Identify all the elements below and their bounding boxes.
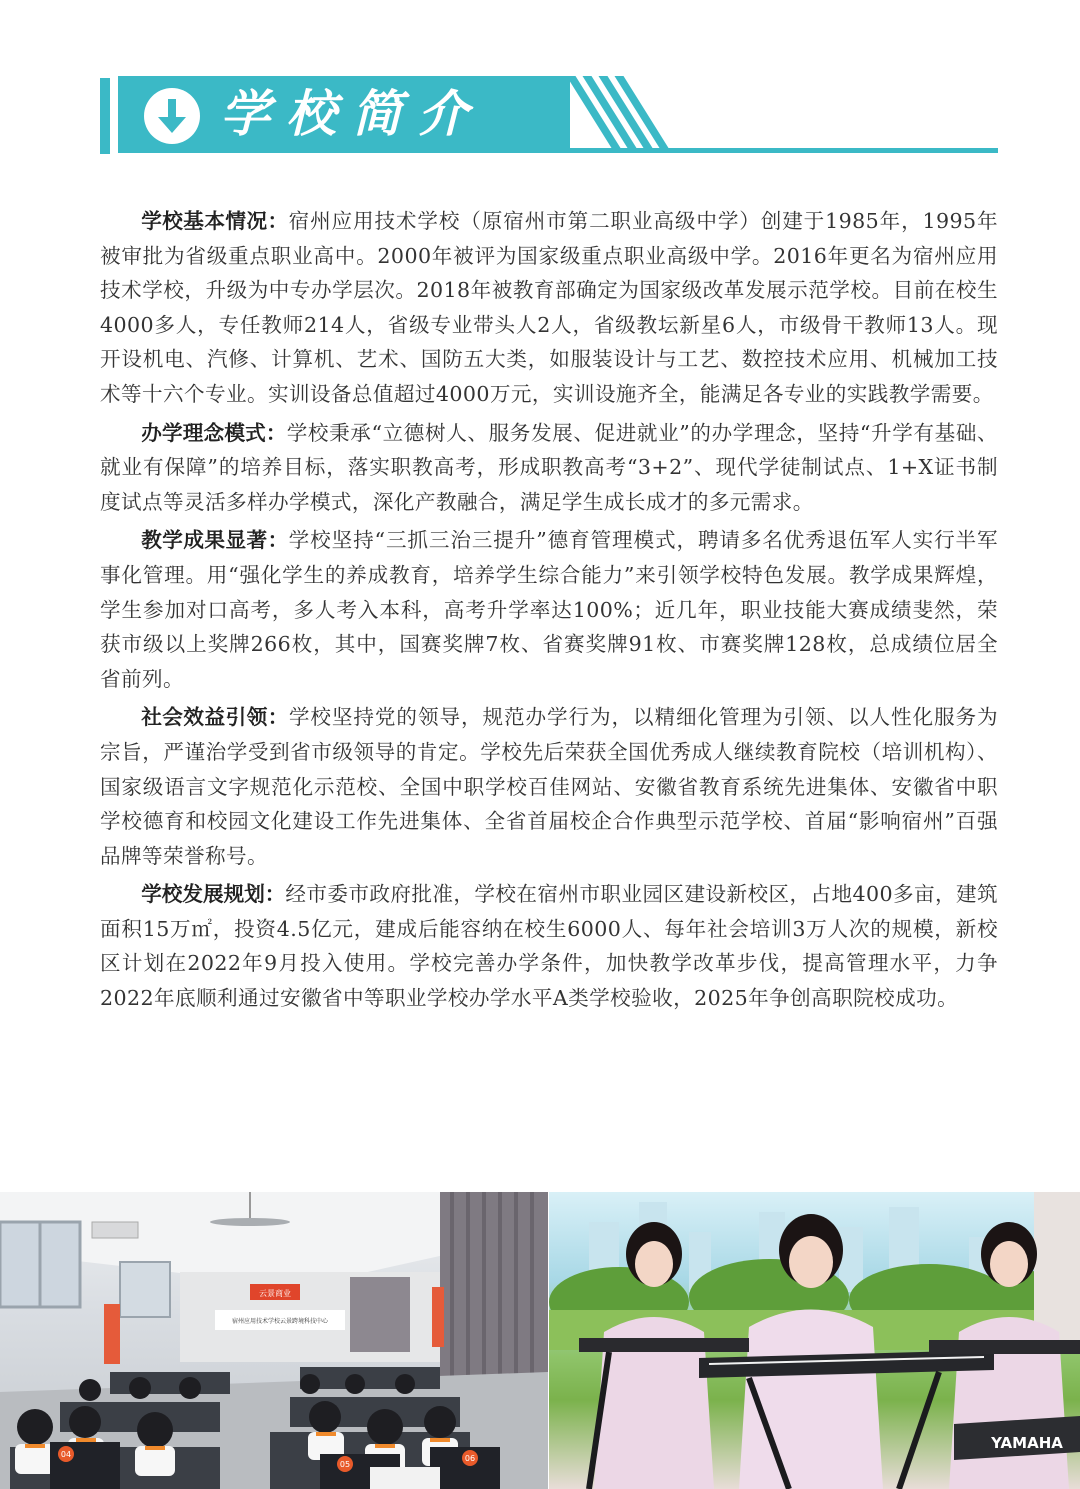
- intro-content: [100, 204, 998, 1020]
- header-stripes: [562, 76, 672, 152]
- paragraph-text: 学校坚持党的领导，规范办学行为，以精细化管理为引领、以人性化服务为宗旨，严谨治学受到省市级领导的肯定。学校先后荣获全国优秀成人继续教育院校（培训机构）、国家级语言文字规范化示范校、全国中职学校百佳网站、安徽省教育系统先进集体、安徽省中职学校德育和校园文化建设工作先进集体、全省首届校企合作典型示范学校、首届“影响宿州”百强品牌等荣誉称号。: [100, 705, 999, 868]
- keyboard-brand: YAMAHA: [991, 1434, 1063, 1452]
- music-class-photo: [549, 1192, 1080, 1489]
- paragraph-lead: 学校基本情况：: [141, 209, 289, 233]
- paragraph-lead: 教学成果显著：: [141, 528, 289, 553]
- monitor-label: 04: [60, 1450, 72, 1459]
- paragraph-basic-info: [100, 204, 998, 412]
- classroom-banner: 云景商业: [259, 1289, 291, 1298]
- header-underline: [118, 148, 998, 153]
- computer-classroom-photo: [0, 1192, 548, 1489]
- page-title: 学校简介: [220, 84, 484, 143]
- paragraph-development-plan: [100, 877, 998, 1015]
- monitor-label: 05: [339, 1460, 351, 1469]
- paragraph-lead: 社会效益引领：: [141, 705, 289, 730]
- paragraph-lead: 办学理念模式：: [141, 420, 287, 445]
- paragraph-philosophy: [100, 416, 998, 520]
- paragraph-lead: 学校发展规划：: [141, 882, 286, 907]
- paragraph-achievements: [100, 523, 998, 696]
- classroom-sign: 宿州应用技术学校云景跨境科技中心: [231, 1318, 329, 1325]
- header-left-bar: [100, 78, 110, 154]
- paragraph-social-benefit: [100, 700, 998, 873]
- monitor-label: 06: [464, 1454, 476, 1463]
- paragraph-text: 学校坚持“三抓三治三提升”德育管理模式，聘请多名优秀退伍军人实行半军事化管理。用“强化学生的养成教育，培养学生综合能力”来引领学校特色发展。教学成果辉煌，学生参加对口高考，多人考入本科，高考升学率达100%；近几年，职业技能大赛成绩斐然，荣获市级以上奖牌266枚，其中，国赛奖牌7枚、省赛奖牌91枚、市赛奖牌128枚，总成绩位居全省前列。: [100, 528, 998, 691]
- paragraph-text: 宿州应用技术学校（原宿州市第二职业高级中学）创建于1985年，1995年被审批为省级重点职业高中。2000年被评为国家级重点职业高级中学。2016年更名为宿州应用技术学校，升级为中专办学层次。2018年被教育部确定为国家级改革发展示范学校。目前在校生4000多人，专任教师214人，省级专业带头人2人，省级教坛新星6人，市级骨干教师13人。现开设机电、汽修、计算机、艺术、国防五大类，如服装设计与工艺、数控技术应用、机械加工技术等十六个专业。实训设备总值超过4000万元，实训设施齐全，能满足各专业的实践教学需要。: [100, 209, 999, 406]
- paragraph-text: 经市委市政府批准，学校在宿州市职业园区建设新校区，占地400多亩，建筑面积15万㎡，投资4.5亿元，建成后能容纳在校生6000人、每年社会培训3万人次的规模，新校区计划在2022年9月投入使用。学校完善办学条件，加快教学改革步伐，提高管理水平，力争2022年底顺利通过安徽省中等职业学校办学水平A类学校验收，2025年争创高职院校成功。: [100, 882, 998, 1011]
- paragraph-text: 学校秉承“立德树人、服务发展、促进就业”的办学理念，坚持“升学有基础、就业有保障”的培养目标，落实职教高考，形成职教高考“3+2”、现代学徒制试点、1+X证书制度试点等灵活多样办学模式，深化产教融合，满足学生成长成才的多元需求。: [100, 420, 999, 514]
- arrow-down-circle-icon: [144, 88, 200, 144]
- photo-strip: [0, 1192, 1080, 1489]
- section-header: [100, 76, 998, 156]
